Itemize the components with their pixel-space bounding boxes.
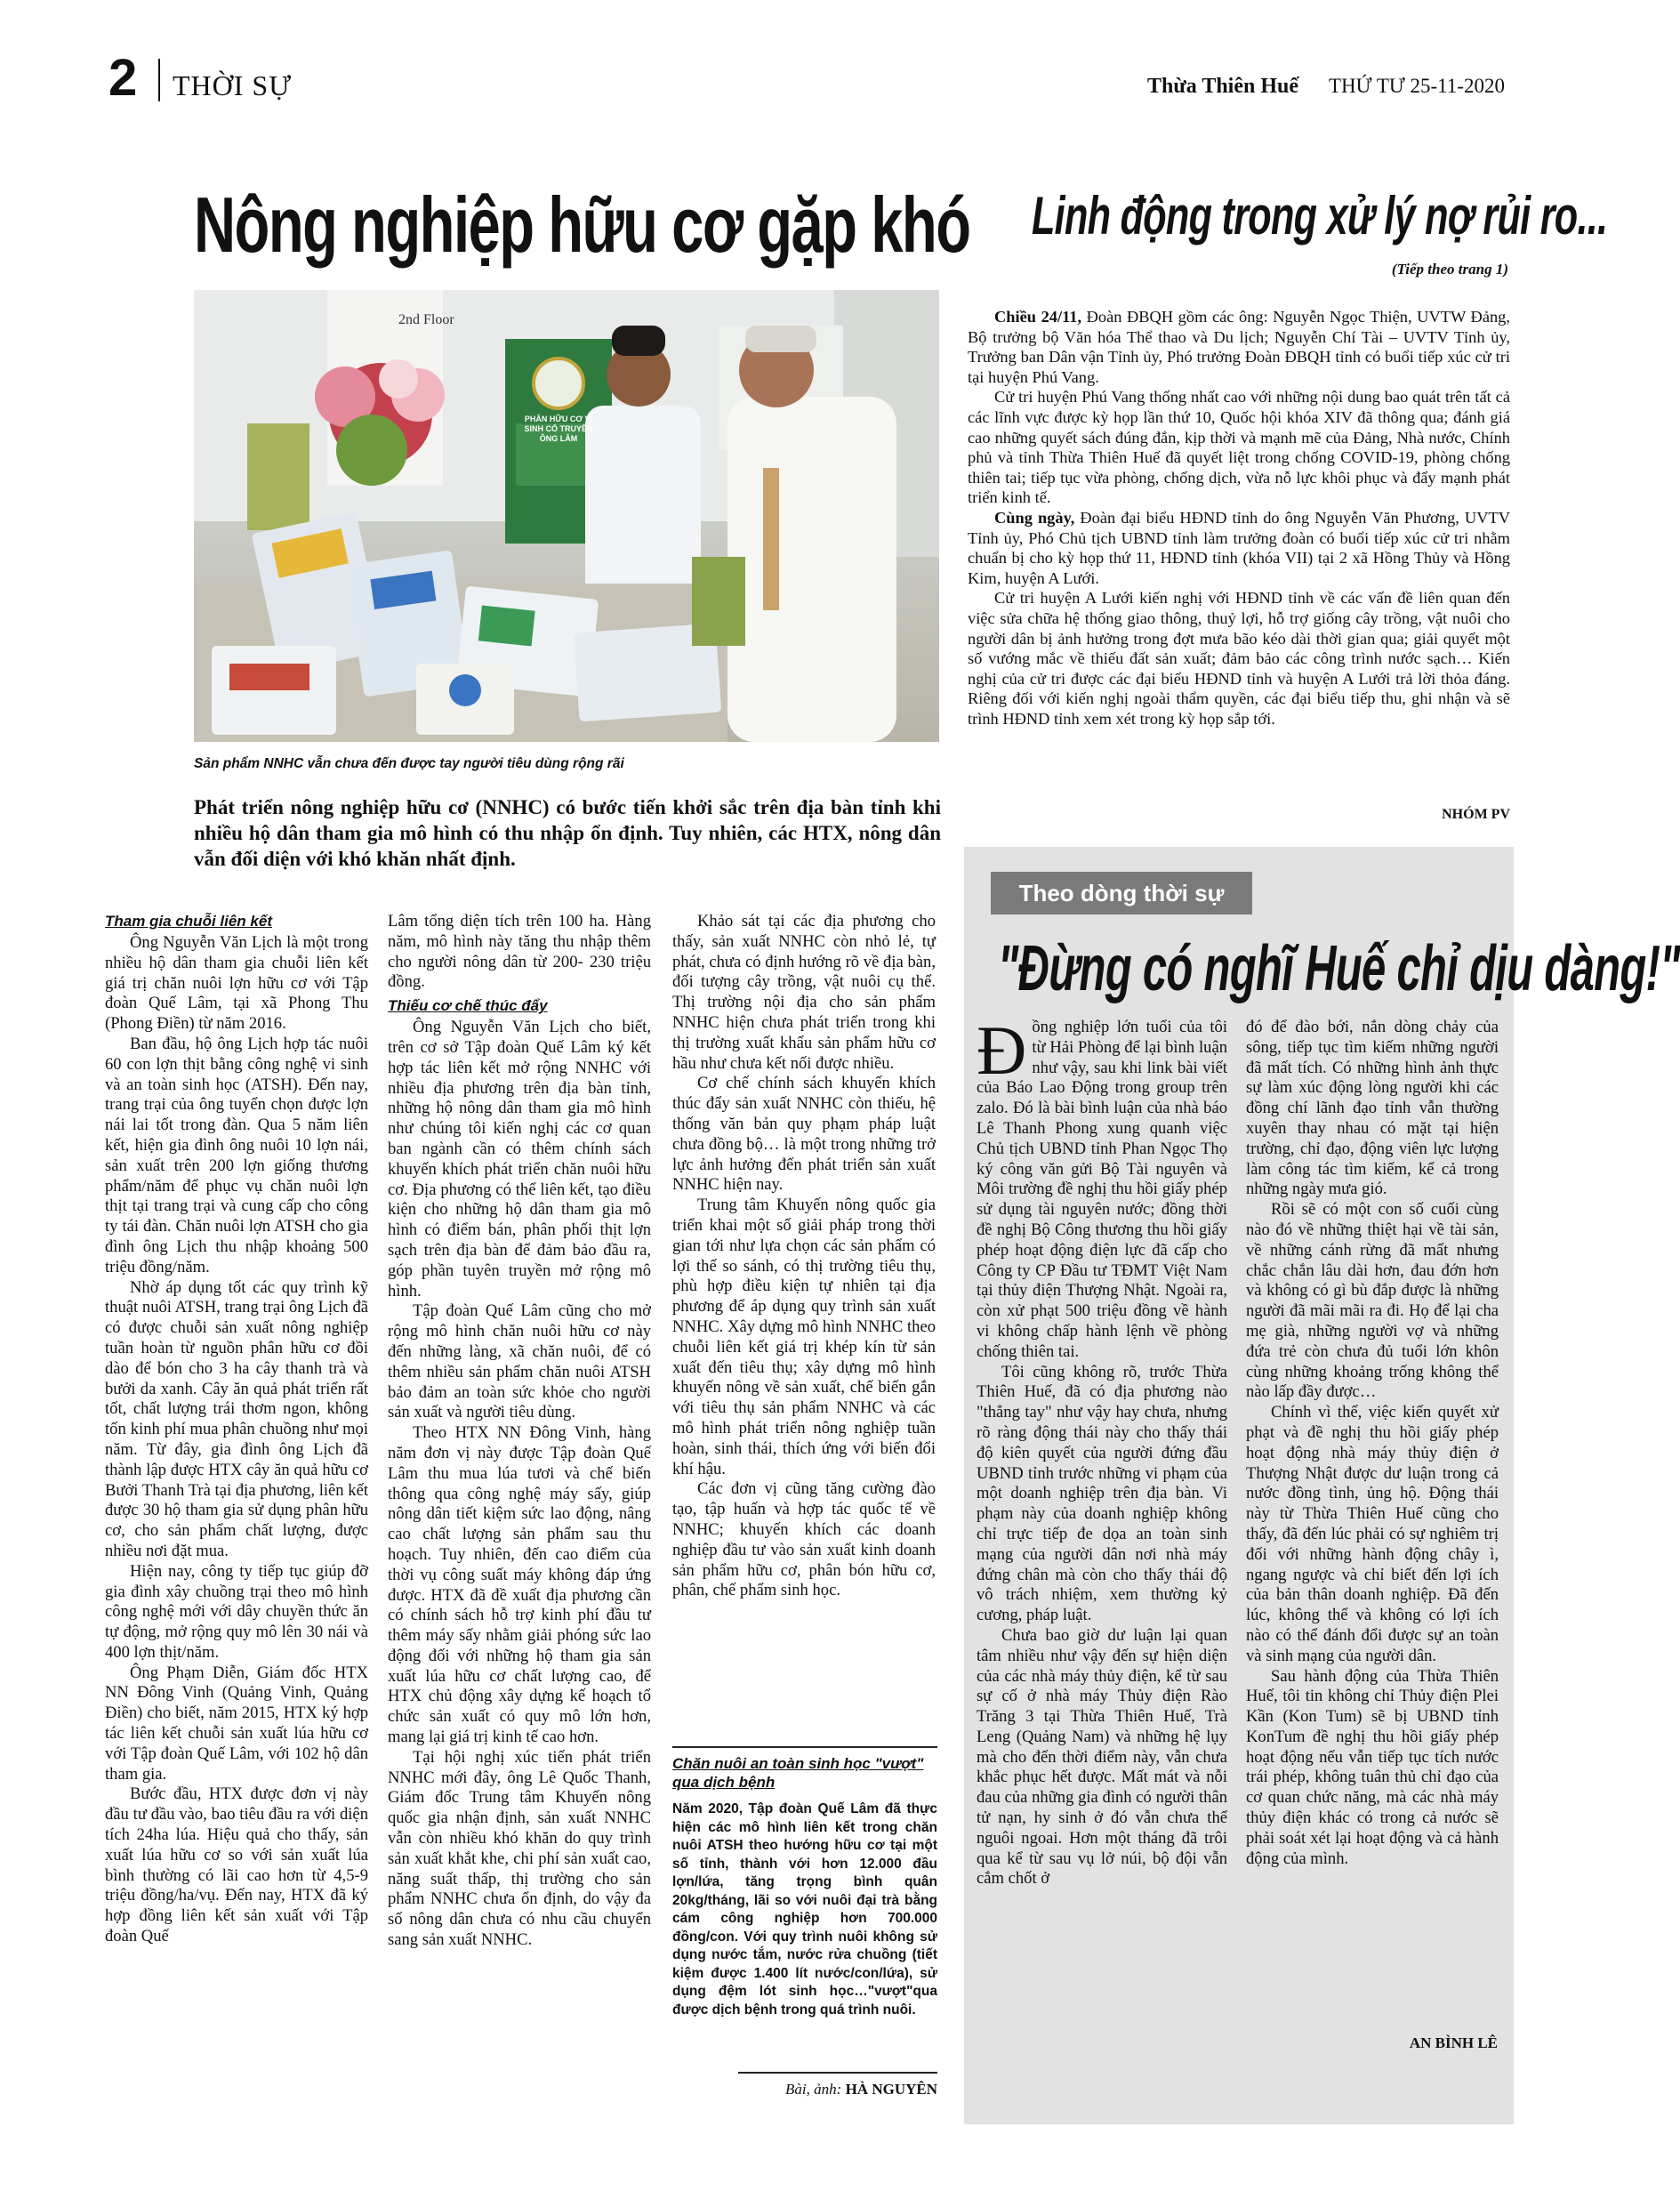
photo-illustration [194, 290, 939, 742]
paragraph: đó để đào bới, nắn dòng chảy của sông, tiếp tục tìm kiếm những người đã mất tích. Có những hình ảnh thực sự làm xúc động lòng người khi các đồng chí lãnh đạo tỉnh vẫn thường xuyên thay nhau có mặt tại hiện trường, chỉ đạo, động viên lực lượng làm công tác tìm kiếm, kể cả trong những ngày mưa gió. [1246, 1018, 1499, 1199]
main-byline [756, 2081, 937, 2098]
paragraph: Trung tâm Khuyến nông quốc gia triển khai một số giải pháp trong thời gian tới như lựa chọn các sản phẩm có lợi thế so sánh, có thị trường tiêu thụ, phù hợp điều kiện tự nhiên tại địa phương để áp dụng quy trình sản xuất NNHC. Xây dựng mô hình NNHC theo chuỗi liên kết giá trị khép kín từ sản xuất đến tiêu thụ; xây dựng mô hình khuyến nông về sản xuất, chế biến gắn với tiêu thụ sản phẩm NNHC và các mô hình phát triển nông nghiệp tuần hoàn, sinh thái, thích ứng với biến đổi khí hậu. [672, 1196, 936, 1478]
opinion-column-2 [1246, 1018, 1499, 1869]
paragraph: ồng nghiệp lớn tuổi của tôi từ Hải Phòng để lại bình luận như vậy, sau khi link bài viết của Báo Lao Động trong group trên zalo. Đó là bài bình luận của nhà báo Lê Thanh Phong xung quanh việc Chủ tịch UBND tỉnh Phan Ngọc Thọ ký công văn gửi Bộ Tài nguyên và Môi trường đề nghị thu hồi giấy phép sử dụng tài nguyên nước; đồng thời đề nghị Bộ Công thương thu hồi giấy phép hoạt động điện lực đã cấp cho Công ty CP Đầu tư TĐMT Việt Nam tại thủy điện Thượng Nhật. Ngoài ra, còn xử phạt 500 triệu đồng về hành vi không chấp hành lệnh về phòng chống thiên tai. [977, 1018, 1227, 1361]
drop-cap: Đ [977, 1011, 1027, 1089]
paragraph: Đoàn đại biểu HĐND tỉnh do ông Nguyễn Văn Phương, UVTV Tỉnh ủy, Phó Chủ tịch UBND tỉnh làm trưởng đoàn có buổi tiếp xúc cử tri nhằm chuẩn bị cho kỳ họp thứ 11, HĐND tỉnh (khóa VII) tại 2 xã Hồng Thủy và Hồng Kim, huyện A Lưới. [968, 508, 1510, 587]
paragraph: Tôi cũng không rõ, trước Thừa Thiên Huế, đã có địa phương nào "thẳng tay" như vậy hay chưa, nhưng rõ ràng động thái này cho thấy thái độ kiên quyết của người đứng đầu UBND tỉnh trước những vi phạm của một doanh nghiệp trên địa bàn. Vi phạm này của doanh nghiệp không chỉ trực tiếp đe dọa an toàn sinh mạng của người dân nơi nhà máy đứng chân mà còn cho thấy thái độ vô trách nhiệm, xem thường kỷ cương, pháp luật. [977, 1362, 1227, 1625]
side-byline: NHÓM PV [1442, 807, 1510, 822]
opinion-tag: Theo dòng thời sự [991, 872, 1252, 914]
side-headline: Linh động trong xử lý nợ rủi ro... [1032, 186, 1608, 246]
paragraph: Cơ chế chính sách khuyến khích thúc đẩy sản xuất NNHC còn thiếu, hệ thống văn bản quy phạm pháp luật chưa đồng bộ… là một trong những trở lực ảnh hưởng đến phát triển sản xuất NNHC hiện nay. [672, 1074, 936, 1195]
paragraph: Chính vì thế, việc kiến quyết xử phạt và đề nghị thu hồi giấy phép hoạt động nhà máy thủy điện ở Thượng Nhật được dư luận trong cả nước đồng tình, ủng hộ. Động thái này từ Thừa Thiên Huế cũng cho thấy, đã đến lúc phải có sự nghiêm trị đối với những hành động chây ì, ngang ngược và chỉ biết đến lợi ích của bản thân doanh nghiệp. Đã đến lúc, không thể và không có lợi ích nào có thể đánh đổi được sự an toàn và sinh mạng của người dân. [1246, 1403, 1499, 1665]
article-lead: Phát triển nông nghiệp hữu cơ (NNHC) có bước tiến khởi sắc trên địa bàn tỉnh khi nhiều hộ dân tham gia mô hình có thu nhập ổn định. Tuy nhiên, các HTX, nông dân vẫn đối diện với khó khăn nhất định. [194, 796, 941, 870]
box-bottom-rule [738, 2072, 937, 2074]
paragraph: Sau hành động của Thừa Thiên Huế, tôi tin không chỉ Thủy điện Plei Kần (Kon Tum) sẽ bị UBND tỉnh KonTum đề nghị thu hồi giấy phép hoạt động nếu vẫn tiếp tục tích nước trái phép, không tuân thủ chỉ đạo của cơ quan chức năng, mà các nhà máy thủy điện khác có trong cả nước sẽ phải soát xét lại hoạt động và cả hành động của mình. [1246, 1666, 1499, 1868]
subheading-mechanism: Thiếu cơ chế thúc đẩy [388, 997, 548, 1015]
paragraph: Chưa bao giờ dư luận lại quan tâm nhiều như vậy đến sự hiện diện của các nhà máy thủy điện, kể từ sau sự cố ở nhà máy Thủy điện Rào Trăng 3 tại Thừa Thiên Huế, Trà Leng (Quảng Nam) và những hệ lụy mà cho đến thời điểm này, vẫn chưa khắc phục hết được. Mất mát và nỗi đau của những gia đình có người thân tử nạn, hy sinh ở đó vẫn chưa thể nguôi ngoai. Hơn một tháng đã trôi qua kể từ sau vụ lở núi, bộ đội vẫn cắm chốt ở [977, 1625, 1227, 1889]
paragraph: Đoàn ĐBQH gồm các ông: Nguyễn Ngọc Thiện, UVTW Đảng, Bộ trưởng bộ Văn hóa Thể thao và Du lịch; Nguyễn Chí Tài – UVTV Tỉnh ủy, Trưởng ban Dân vận Tỉnh ủy, Phó trưởng Đoàn ĐBQH tỉnh có buổi tiếp xúc cử tri tại huyện Phú Vang. [968, 308, 1510, 386]
photo-caption: Sản phẩm NNHC vẫn chưa đến được tay người tiêu dùng rộng rãi [194, 756, 624, 771]
continued-note: (Tiếp theo trang 1) [1391, 261, 1508, 278]
article-photo [194, 290, 939, 742]
info-box-text: Năm 2020, Tập đoàn Quế Lâm đã thực hiện các mô hình liên kết trong chăn nuôi ATSH theo hướng hữu cơ tại một số tỉnh, thành với hơn 12.000 đầu lợn/lứa, tăng trọng bình quân 20kg/tháng, lãi so với nuôi đại trà bằng cám công nghiệp hơn 700.000 đồng/con. Với quy trình nuôi không sử dụng nước tắm, nước rửa chuồng (tiết kiệm được 1.400 lít nước/con/lứa), sử dụng đệm lót sinh học…"vượt"qua được dịch bệnh trong quá trình nuôi. [672, 1801, 937, 2018]
paragraph: Rồi sẽ có một con số cuối cùng nào đó về những thiệt hại về tài sản, về những cánh rừng đã mất nhưng chắc chắn lâu dài hơn, đau đớn hơn và không có gì bù đắp được là những người đã mãi mãi ra đi. Họ để lại cha mẹ già, những người vợ và những đứa trẻ còn chưa đủ tuổi lớn khôn cùng những khoảng trống không thể nào lấp đầy được… [1246, 1200, 1499, 1402]
main-column-1 [105, 912, 368, 1947]
main-column-3 [672, 912, 936, 1601]
opinion-box [964, 847, 1680, 2124]
page-header [98, 49, 1512, 107]
paragraph: Ông Phạm Diễn, Giám đốc HTX NN Đông Vinh (Quảng Vinh, Quảng Điền) cho biết, năm 2015, HTX ký hợp tác liên kết chuỗi sản xuất lúa hữu cơ với Tập đoàn Quế Lâm, với 102 hộ dân tham gia. [105, 1663, 368, 1784]
dateline: Cùng ngày, [994, 508, 1075, 527]
paragraph: Cử tri huyện Phú Vang thống nhất cao với những nội dung bao quát trên tất cả các lĩnh vực được kỳ họp lần thứ 10, Quốc hội khóa XIV đã thông qua; đánh giá cao những quyết sách đúng đắn, kịp thời và mạnh mẽ của Đảng, Nhà nước, Chính phủ và tỉnh Thừa Thiên Huế đã quyết liệt trong chống COVID-19, phòng chống thiên tai; tiếp tục vừa phòng, chống dịch, vừa nỗ lực khôi phục và đẩy mạnh phát triển kinh tế. [968, 388, 1510, 507]
masthead: Thừa Thiên Huế [1147, 75, 1299, 98]
paragraph: Cử tri huyện A Lưới kiến nghị với HĐND tỉnh về các vấn đề liên quan đến việc sửa chữa hệ thống giao thông, thuỷ lợi, hỗ trợ giống cây trồng, vật nuôi cho người dân bị ảnh hưởng trong đợt mưa bão kéo dài thời gian qua; giải quyết một số vướng mắc về thiếu đất sản xuất; đảm bảo các công trình nước sạch… Kiến nghị của cử tri được các đại biểu HĐND tỉnh và huyện A Lưới trả lời thỏa đáng. Riêng đối với kiến nghị ngoài thẩm quyền, các đại biểu tiếp thu, ghi nhận và sẽ trình HĐND tỉnh xem xét trong kỳ họp sắp tới. [968, 589, 1510, 728]
opinion-byline: AN BÌNH LÊ [1409, 2034, 1498, 2051]
paragraph: Lâm tổng diện tích trên 100 ha. Hàng năm, mô hình này tăng thu nhập thêm cho người nông dân từ 200- 230 triệu đồng. [388, 912, 651, 992]
side-article-body [968, 307, 1510, 729]
opinion-column-1 [977, 1011, 1227, 1889]
paragraph: Khảo sát tại các địa phương cho thấy, sản xuất NNHC còn nhỏ lẻ, tự phát, chưa có định hướng rõ về địa bàn, đối tượng cây trồng, vật nuôi cụ thể. Thị trường nội địa cho sản phẩm NNHC hiện chưa phát triển trong khi thị trường xuất khẩu sản phẩm hữu cơ hầu như chưa kết nối được nhiều. [672, 912, 936, 1073]
header-divider [158, 59, 160, 101]
box-top-rule [672, 1746, 937, 1748]
paragraph: Ban đầu, hộ ông Lịch hợp tác nuôi 60 con lợn thịt bằng công nghệ vi sinh và an toàn sinh học (ATSH). Đến nay, trang trại của ông tuyển chọn được lợn nái lai tốt trong đàn. Qua 5 năm liên kết, hiện gia đình ông nuôi 10 lợn nái, sản xuất trên 200 lợn giống thương phẩm/năm để phục vụ chăn nuôi lợn thịt tại trang trại và cung cấp cho công ty tái đàn. Chăn nuôi lợn ATSH cho gia đình ông Lịch thu nhập khoảng 500 triệu đồng/năm. [105, 1034, 368, 1277]
dateline: Chiều 24/11, [994, 308, 1082, 326]
byline-label: Bài, ảnh: [785, 2081, 842, 2098]
photo-sign: 2nd Floor [398, 312, 454, 327]
paragraph: Ông Nguyễn Văn Lịch cho biết, trên cơ sở Tập đoàn Quế Lâm ký kết hợp tác liên kết mở rộng NNHC với nhiều địa phương trên địa bàn tỉnh, những hộ nông dân tham gia mô hình như chúng tôi kiến nghị các cơ quan ban ngành cần có thêm chính sách khuyến khích phát triển chăn nuôi hữu cơ. Địa phương có thể liên kết, tạo điều kiện cho những hộ dân tham gia mô hình có điểm bán, phân phối thịt lợn sạch trên địa bàn để đảm bảo đầu ra, góp phần tuyên truyền mở rộng mô hình. [388, 1018, 651, 1301]
page-number: 2 [109, 49, 138, 107]
info-box [672, 1754, 937, 2019]
paragraph: Theo HTX NN Đông Vinh, hàng năm đơn vị này được Tập đoàn Quế Lâm thu mua lúa tươi và chế biến thông qua công nghệ máy sấy, giúp nông dân tiết kiệm sức lao động, nâng cao chất lượng sản phẩm sau thu hoạch. Tuy nhiên, đến cao điểm của thời vụ công suất máy không đáp ứng được. HTX đã đề xuất địa phương cần có chính sách hỗ trợ kinh phí đầu tư thêm máy sấy nhằm giải phóng sức lao động đối với những hộ tham gia sản xuất lúa hữu cơ chất lượng cao, để HTX chủ động xây dựng kế hoạch tổ chức sản xuất có quy mô lớn hơn, mang lại giá trị kinh tế cao hơn. [388, 1423, 651, 1747]
paragraph: Nhờ áp dụng tốt các quy trình kỹ thuật nuôi ATSH, trang trại ông Lịch đã có được chuỗi sản xuất nông nghiệp tuần hoàn từ nguồn phân hữu cơ đồi dào để bón cho 3 ha cây thanh trà và bưởi da xanh. Cây ăn quả phát triển rất tốt, chất lượng trái thơm ngon, không tốn kinh phí mua phân chuồng như mọi năm. Từ đây, gia đình ông Lịch đã thành lập được HTX cây ăn quả hữu cơ Bưởi Thanh Trà tại địa phương, liên kết được 30 hộ tham gia sử dụng phân hữu cơ, cho sản phẩm chất lượng, được nhiều nơi đặt mua. [105, 1277, 368, 1560]
paragraph: Các đơn vị cũng tăng cường đào tạo, tập huấn và hợp tác quốc tế về NNHC; khuyến khích các doanh nghiệp đầu tư vào sản xuất kinh doanh sản phẩm hữu cơ, phân bón hữu cơ, phân, chế phẩm sinh học. [672, 1479, 936, 1600]
main-column-2 [388, 912, 651, 1951]
paragraph: Tập đoàn Quế Lâm cũng cho mở rộng mô hình chăn nuôi hữu cơ này đến những làng, xã chăn nuôi, để có thêm nhiều sản phẩm chăn nuôi ATSH bảo đảm an toàn sức khỏe cho người sản xuất và người tiêu dùng. [388, 1301, 651, 1422]
paragraph: Hiện nay, công ty tiếp tục giúp đỡ gia đình xây chuồng trại theo mô hình công nghệ mới với dây chuyền thức ăn tự động, mở rộng quy mô lên 30 nái và 400 lợn thịt/năm. [105, 1561, 368, 1662]
byline-name: HÀ NGUYÊN [845, 2081, 937, 2098]
main-headline: Nông nghiệp hữu cơ gặp khó [194, 181, 970, 269]
subheading-chain: Tham gia chuỗi liên kết [105, 913, 272, 930]
photo-poster-text: PHÂN HỮU CƠ VI SINH CỔ TRUYỀN ÔNG LÂM [524, 415, 593, 443]
paragraph: Tại hội nghị xúc tiến phát triển NNHC mới đây, ông Lê Quốc Thanh, Giám đốc Trung tâm Khuyến nông quốc gia nhận định, sản xuất NNHC vẫn còn nhiều khó khăn do quy trình sản xuất khắt khe, chi phí sản xuất cao, năng suất thấp, thị trường cho sản phẩm NNHC chưa ổn định, do vậy đa số nông dân chưa có nhu cầu chuyển sang sản xuất NNHC. [388, 1747, 651, 1950]
info-box-title: Chăn nuôi an toàn sinh học "vượt" qua dịch bệnh [672, 1755, 924, 1791]
paragraph: Bước đầu, HTX được đơn vị này đầu tư đầu vào, bao tiêu đầu ra với diện tích 24ha lúa. Hiệu quả cho thấy, sản xuất lúa hữu cơ so với sản xuất lúa bình thường có lãi cao hơn từ 4,5-9 triệu đồng/ha/vụ. Đến nay, HTX đã ký hợp đồng liên kết sản xuất với Tập đoàn Quế [105, 1784, 368, 1946]
paragraph: Ông Nguyễn Văn Lịch là một trong nhiều hộ dân tham gia chuỗi liên kết giá trị chăn nuôi lợn hữu cơ với Tập đoàn Quế Lâm, tại xã Phong Thu (Phong Điền) từ năm 2016. [105, 933, 368, 1034]
issue-date: THỨ TƯ 25-11-2020 [1329, 75, 1505, 97]
section-name: THỜI SỰ [173, 69, 293, 101]
opinion-headline: "Đừng có nghĩ Huế chỉ dịu dàng!" [998, 933, 1680, 1004]
